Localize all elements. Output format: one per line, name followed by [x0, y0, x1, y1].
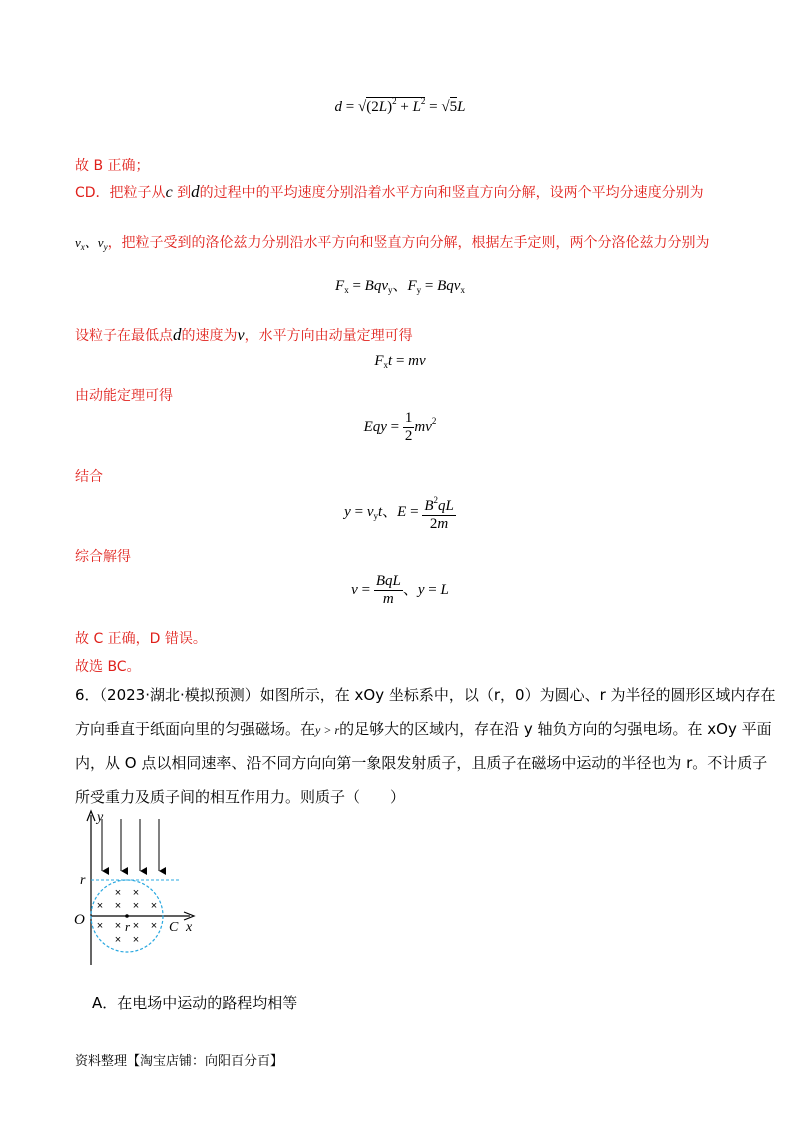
text-combine: 结合 — [75, 469, 103, 485]
svg-text:×: × — [150, 900, 158, 912]
svg-text:×: × — [132, 934, 140, 946]
label-x: x — [186, 920, 193, 935]
text-energy-theorem: 由动能定理可得 — [75, 388, 173, 404]
label-origin: O — [74, 912, 85, 928]
svg-text:×: × — [114, 920, 122, 932]
equation-solution: v = $\frac{\text{BqL}}{m}$ 、y = L — [351, 573, 449, 607]
equation-distance: $d = √(2L)^2 + L^2 = √5L$ — [334, 96, 466, 115]
text-b-correct: 故 B 正确； — [75, 158, 150, 174]
svg-text:×: × — [96, 900, 104, 912]
svg-text:×: × — [132, 900, 140, 912]
equation-momentum: $F_xt$ = mv — [374, 353, 426, 370]
text-cd-line2: $v_x$、$v_y$，把粒子受到的洛伦兹力分别沿水平方向和竖直方向分解，根据左手定则，两个分洛伦兹力分别为 — [75, 235, 710, 252]
label-r: r — [80, 873, 86, 888]
q6-line4: 所受重力及质子间的相互作用力。则质子（ ） — [75, 788, 406, 806]
svg-text:×: × — [132, 887, 140, 899]
center-dot — [125, 914, 129, 918]
label-r-center: r — [125, 919, 131, 934]
q6-line1: 6．（2023·湖北·模拟预测）如图所示，在 xOy 坐标系中，以（r，0）为圆心、r 为半径的圆形区域内存在 — [75, 686, 776, 704]
svg-text:×: × — [114, 887, 122, 899]
text-lowest-point: 设粒子在最低点d的速度为v，水平方向由动量定理可得 — [75, 325, 413, 344]
svg-text:×: × — [132, 920, 140, 932]
magnetic-field-diagram — [70, 805, 210, 975]
q6-line2: 方向垂直于纸面向里的匀强磁场。在y > r的足够大的区域内，存在沿 y 轴负方向的匀强电场。在 xOy 平面 — [75, 720, 772, 738]
text-cd-line1: CD．把粒子从c 到d的过程中的平均速度分别沿着水平方向和竖直方向分解，设两个平均分速度分别为 — [75, 182, 704, 201]
q6-line3: 内，从 O 点以相同速率、沿不同方向向第一象限发射质子，且质子在磁场中运动的半径也为 r。不计质子 — [75, 754, 768, 772]
equation-lorentz-components: $F_x = Bqv_y$、$F_y = Bqv_x$ — [335, 278, 465, 295]
label-y: y — [97, 810, 104, 825]
equation-energy: Eqy = $\frac{1}{2}$ $mv^2$ — [363, 410, 437, 444]
svg-text:×: × — [150, 920, 158, 932]
label-C: C — [169, 920, 179, 935]
text-c-correct: 故 C 正确，D 错误。 — [75, 631, 207, 647]
svg-text:×: × — [114, 934, 122, 946]
equation-combine: $y = v_yt$、E = $\frac{B^2qL}{2m}$ — [0, 492, 800, 533]
option-a[interactable]: A．在电场中运动的路程均相等 — [92, 994, 298, 1012]
text-solve: 综合解得 — [75, 549, 131, 565]
svg-text:×: × — [114, 900, 122, 912]
svg-text:×: × — [96, 920, 104, 932]
text-answer: 故选 BC。 — [75, 659, 141, 675]
footer-source: 资料整理【淘宝店铺：向阳百分百】 — [75, 1054, 284, 1069]
